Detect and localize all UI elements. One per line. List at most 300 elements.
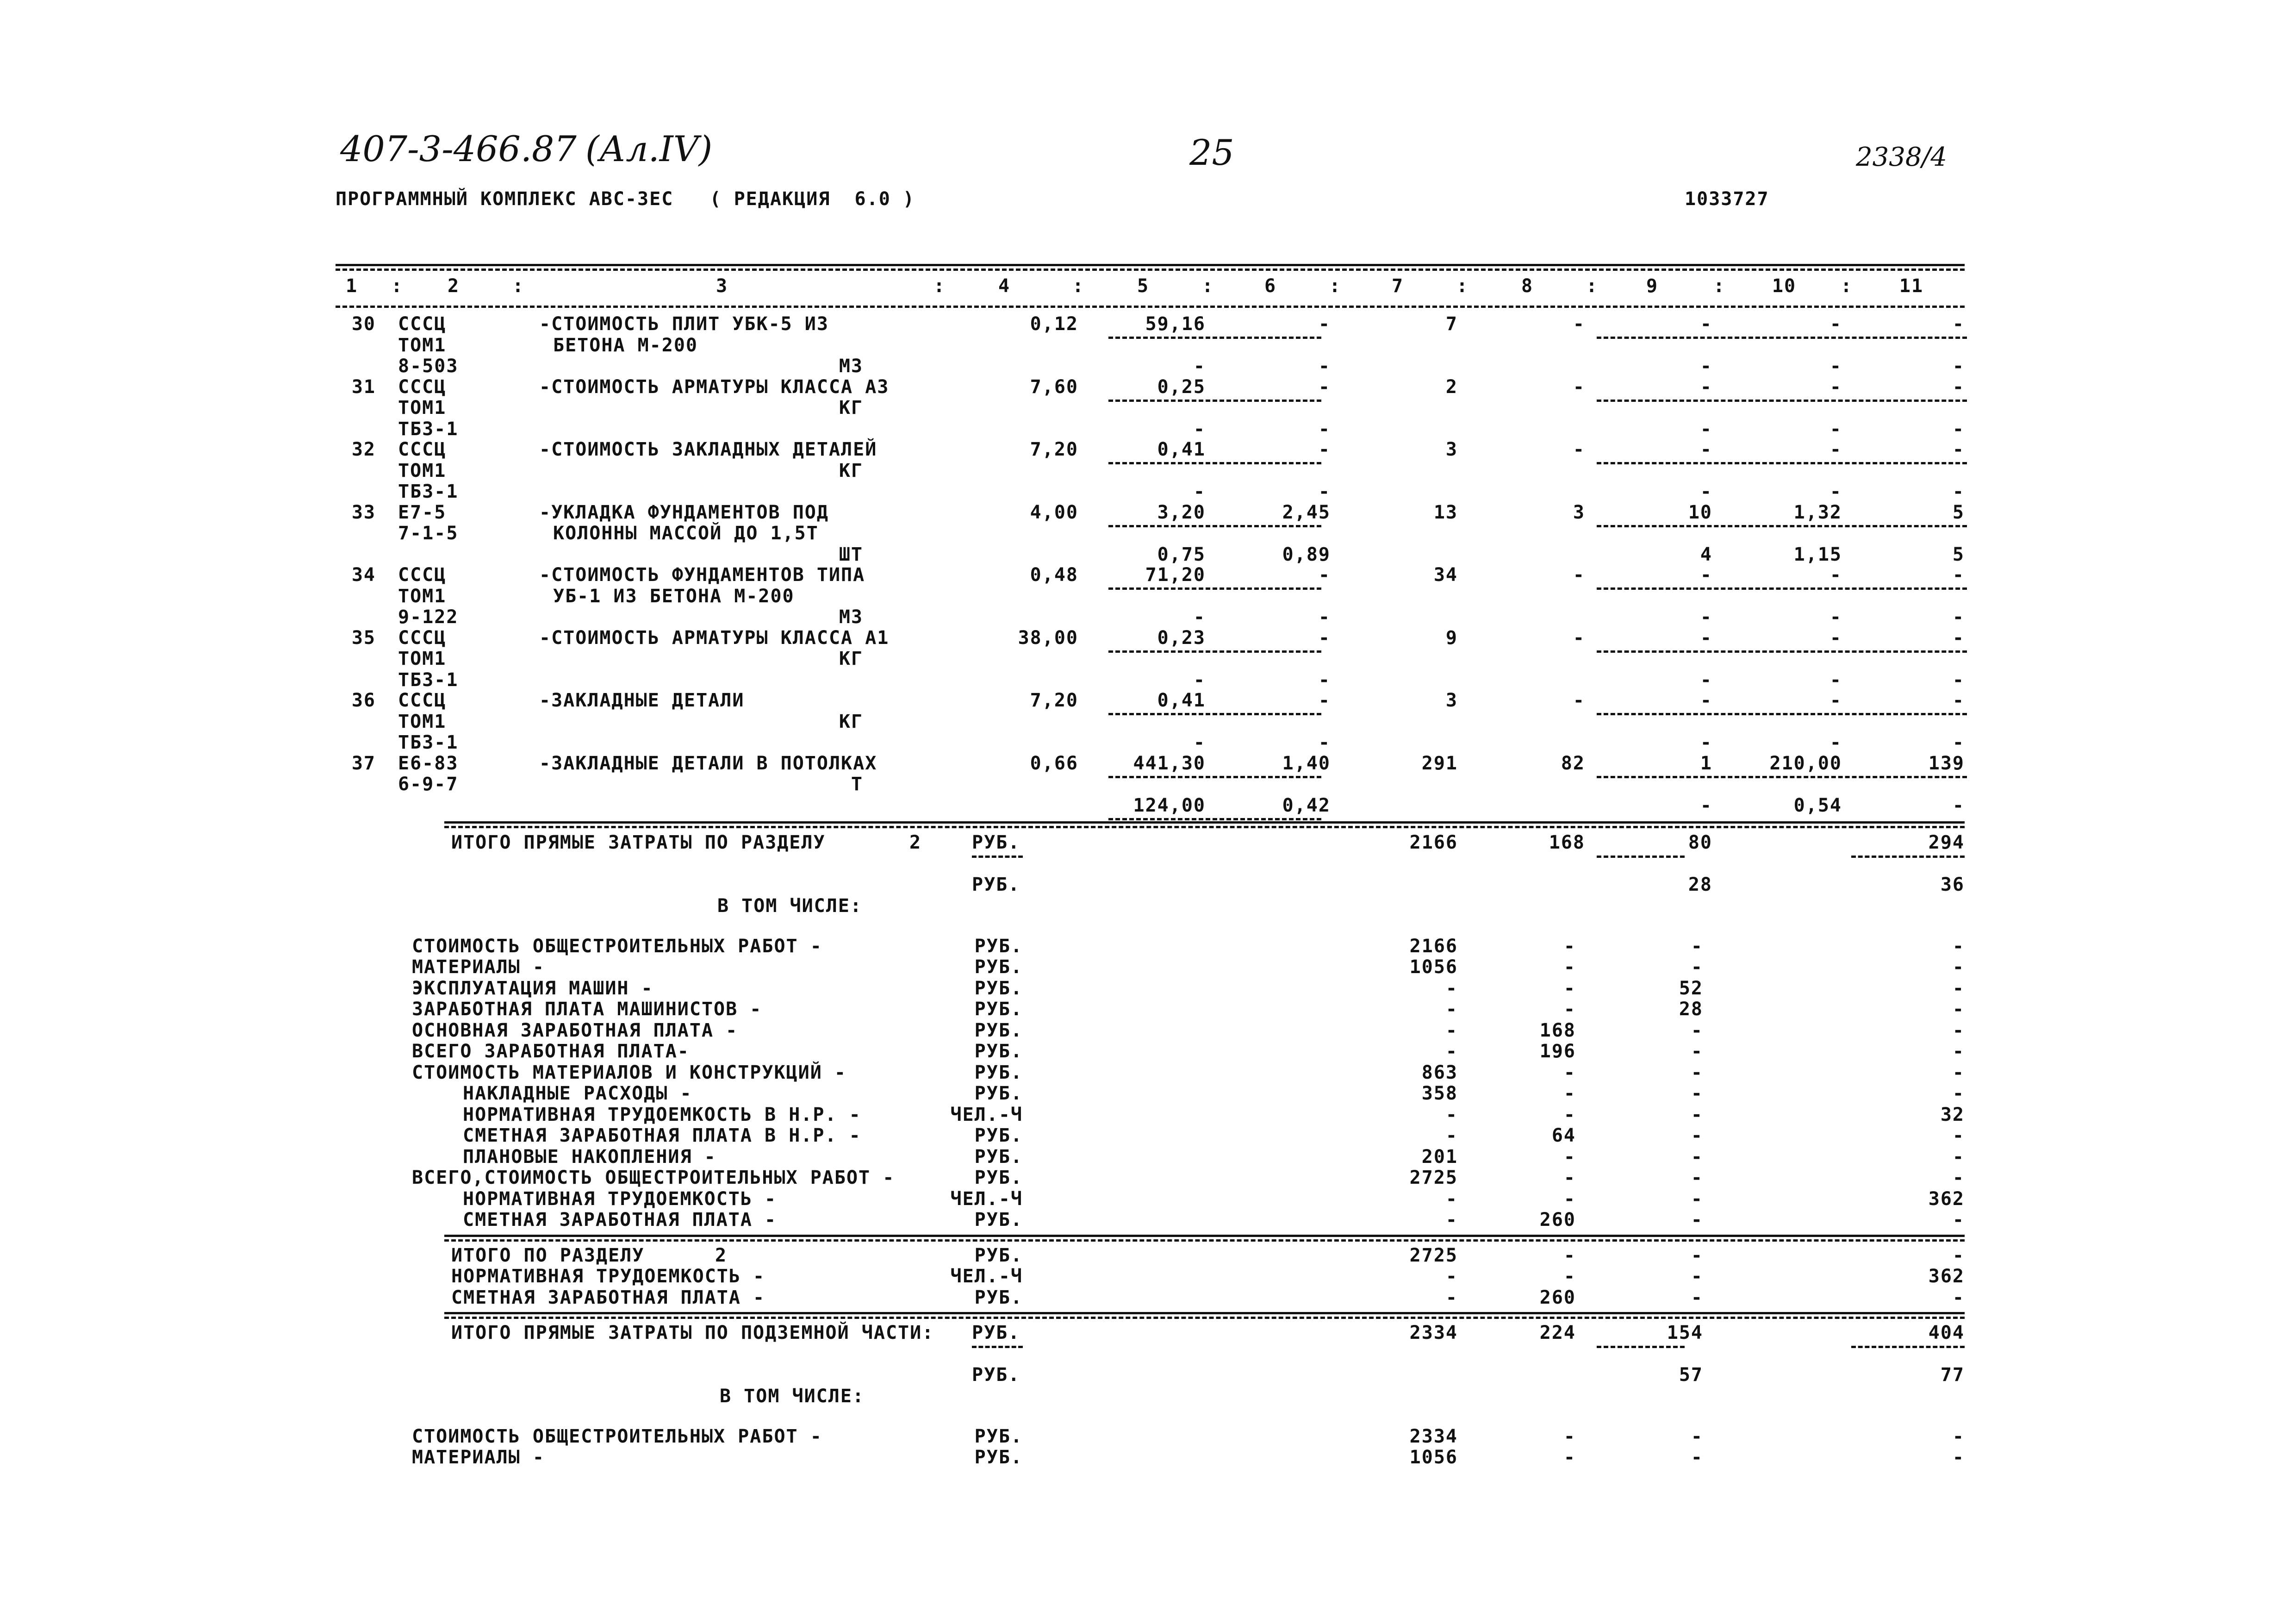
column-separator: : <box>1713 275 1726 297</box>
row-value-col11: - <box>1952 376 1965 398</box>
row-code-line3: ТБ3-1 <box>398 481 459 502</box>
row-unit: КГ <box>839 397 863 418</box>
section-total-row-col9: - <box>1691 1244 1703 1266</box>
breakdown-row-label: ВСЕГО,СТОИМОСТЬ ОБЩЕСТРОИТЕЛЬНЫХ РАБОТ - <box>412 1167 895 1188</box>
breakdown2-row-col11: - <box>1952 1447 1965 1468</box>
section-rule <box>444 1317 1965 1319</box>
row-number: 34 <box>351 564 376 586</box>
header-bottom-rule <box>336 306 1965 308</box>
column-separator: : <box>933 275 946 297</box>
breakdown2-row-col9: - <box>1691 1425 1703 1447</box>
row-value-col4: 0,48 <box>1030 564 1078 586</box>
row-subvalue-col9: - <box>1700 481 1712 502</box>
row-value-col8: 82 <box>1561 752 1585 774</box>
row-unit: КГ <box>839 648 863 669</box>
row-subvalue-col6: - <box>1318 481 1331 502</box>
row-subvalue-col5: 0,75 <box>1157 543 1206 565</box>
row-value-col11: - <box>1952 690 1965 711</box>
row-unit: КГ <box>839 460 863 481</box>
breakdown2-row-unit: РУБ. <box>974 1447 1023 1468</box>
breakdown2-row-col7: 2334 <box>1409 1425 1458 1447</box>
row-code-line3: ТБ3-1 <box>398 669 459 691</box>
column-separator: : <box>1072 275 1085 297</box>
row-value-col6: - <box>1318 376 1331 398</box>
row-value-col6: - <box>1318 564 1331 586</box>
row-subvalue-col11: 5 <box>1952 543 1965 565</box>
column-separator: : <box>1456 275 1469 297</box>
row-description: -СТОИМОСТЬ ЗАКЛАДНЫХ ДЕТАЛЕЙ <box>539 439 877 460</box>
row-description: -СТОИМОСТЬ ПЛИТ УБК-5 ИЗ <box>539 313 829 335</box>
breakdown-row-label: СТОИМОСТЬ МАТЕРИАЛОВ И КОНСТРУКЦИЙ - <box>412 1062 846 1083</box>
breakdown-row-col8: 64 <box>1551 1125 1576 1146</box>
breakdown-row-col11: 362 <box>1928 1188 1965 1210</box>
breakdown-row-label: ЭКСПЛУАТАЦИЯ МАШИН - <box>412 977 653 999</box>
breakdown-row-col7: - <box>1445 1041 1458 1062</box>
value-underline <box>1597 650 1967 653</box>
column-separator: : <box>391 275 404 297</box>
value-underline <box>1851 856 1965 858</box>
album-ref: (Ал.IV) <box>585 128 713 169</box>
row-value-col11: - <box>1952 439 1965 460</box>
breakdown-row-col9: 52 <box>1679 977 1703 999</box>
row-code-line2: ТОМ1 <box>398 585 447 607</box>
breakdown-row-col8: - <box>1563 935 1576 957</box>
column-separator: : <box>1840 275 1853 297</box>
including-label-2: В ТОМ ЧИСЛЕ: <box>720 1385 865 1407</box>
column-header-11: 11 <box>1899 275 1924 297</box>
breakdown2-row-label: СТОИМОСТЬ ОБЩЕСТРОИТЕЛЬНЫХ РАБОТ - <box>412 1425 822 1447</box>
row-number: 31 <box>351 376 376 398</box>
breakdown-row-label: НАКЛАДНЫЕ РАСХОДЫ - <box>463 1083 692 1104</box>
row-subvalue-col6: - <box>1318 732 1331 753</box>
row-number: 30 <box>351 313 376 335</box>
unit-underline <box>972 1346 1023 1348</box>
section-total-unit-2: РУБ. <box>972 874 1020 895</box>
breakdown-row-col8: - <box>1563 1188 1576 1210</box>
row-code: Е6-83 <box>398 752 459 774</box>
column-header-5: 5 <box>1137 275 1150 297</box>
row-value-col9: - <box>1700 439 1712 460</box>
value-underline <box>1108 462 1321 464</box>
underground-total-unit-2: РУБ. <box>972 1364 1020 1386</box>
breakdown-row-col8: - <box>1563 1146 1576 1168</box>
breakdown-row-col11: - <box>1952 999 1965 1020</box>
row-value-col9: - <box>1700 690 1712 711</box>
breakdown-row-col8: - <box>1563 999 1576 1020</box>
column-header-1: 1 <box>345 275 358 297</box>
row-value-col8: - <box>1573 376 1585 398</box>
section-total-row-col8: - <box>1563 1266 1576 1287</box>
row-value-col7: 34 <box>1433 564 1458 586</box>
value-underline <box>1597 337 1967 339</box>
breakdown-row-col11: - <box>1952 977 1965 999</box>
breakdown-row-col9: - <box>1691 1188 1703 1210</box>
section-total-row-unit: РУБ. <box>974 1244 1023 1266</box>
section-total-row-number: 2 <box>715 1244 728 1266</box>
row-value-col6: 1,40 <box>1282 752 1331 774</box>
row-subvalue-col6: 0,42 <box>1282 794 1331 816</box>
breakdown-row-col9: - <box>1691 1209 1703 1230</box>
row-value-col7: 3 <box>1445 690 1458 711</box>
row-value-col7: 3 <box>1445 439 1458 460</box>
row-value-col10: - <box>1829 376 1842 398</box>
breakdown-row-col7: 358 <box>1421 1083 1458 1104</box>
row-value-col6: - <box>1318 627 1331 649</box>
row-value-col6: - <box>1318 439 1331 460</box>
breakdown-row-col8: - <box>1563 1083 1576 1104</box>
column-header-3: 3 <box>716 275 728 297</box>
breakdown-row-label: СТОИМОСТЬ ОБЩЕСТРОИТЕЛЬНЫХ РАБОТ - <box>412 935 822 957</box>
section-total-row-col9: - <box>1691 1287 1703 1308</box>
breakdown-row-col7: 1056 <box>1409 956 1458 978</box>
breakdown-row-unit: РУБ. <box>974 935 1023 957</box>
row-value-col5: 3,20 <box>1157 501 1206 523</box>
row-subvalue-col10: - <box>1829 606 1842 628</box>
value-underline <box>1108 337 1321 339</box>
row-value-col8: - <box>1573 690 1585 711</box>
breakdown-row-col8: - <box>1563 977 1576 999</box>
breakdown-row-unit: РУБ. <box>974 1062 1023 1083</box>
row-value-col4: 7,20 <box>1030 439 1078 460</box>
value-underline <box>1108 400 1321 402</box>
row-number: 33 <box>351 501 376 523</box>
breakdown-row-col11: - <box>1952 1146 1965 1168</box>
unit-underline <box>972 856 1023 858</box>
breakdown-row-col8: 196 <box>1539 1041 1576 1062</box>
section-rule <box>444 1239 1965 1242</box>
row-subvalue-col9: - <box>1700 794 1712 816</box>
section-total-row-col11: 362 <box>1928 1266 1965 1287</box>
row-subvalue-col9: 4 <box>1700 543 1712 565</box>
row-value-col9: - <box>1700 376 1712 398</box>
breakdown-row-col11: 32 <box>1940 1104 1965 1125</box>
breakdown-row-label: ВСЕГО ЗАРАБОТНАЯ ПЛАТА- <box>412 1041 690 1062</box>
row-value-col4: 38,00 <box>1018 627 1078 649</box>
row-value-col10: 210,00 <box>1769 752 1842 774</box>
row-subvalue-col11: - <box>1952 481 1965 502</box>
row-value-col5: 0,23 <box>1157 627 1206 649</box>
row-code-line2: ТОМ1 <box>398 648 447 669</box>
breakdown-row-col9: - <box>1691 1083 1703 1104</box>
breakdown-row-col9: - <box>1691 1125 1703 1146</box>
row-description: -УКЛАДКА ФУНДАМЕНТОВ ПОД <box>539 501 829 523</box>
breakdown-row-col11: - <box>1952 935 1965 957</box>
breakdown2-row-col7: 1056 <box>1409 1447 1458 1468</box>
row-value-col10: - <box>1829 690 1842 711</box>
row-subvalue-col10: - <box>1829 481 1842 502</box>
breakdown2-row-col9: - <box>1691 1447 1703 1468</box>
section-rule <box>444 1235 1965 1237</box>
row-description: -СТОИМОСТЬ АРМАТУРЫ КЛАССА А3 <box>539 376 890 398</box>
section-total-label: ИТОГО ПРЯМЫЕ ЗАТРАТЫ ПО РАЗДЕЛУ <box>451 832 826 853</box>
row-code: Е7-5 <box>398 501 447 523</box>
value-underline <box>1597 400 1967 402</box>
row-value-col7: 13 <box>1433 501 1458 523</box>
section-rule <box>444 1312 1965 1314</box>
table-top-rule-2 <box>336 269 1965 271</box>
breakdown-row-col7: 2166 <box>1409 935 1458 957</box>
section-total-unit: РУБ. <box>972 832 1020 853</box>
doc-code: 407-3-466.87 <box>340 128 577 169</box>
section-total-row-label: НОРМАТИВНАЯ ТРУДОЕМКОСТЬ - <box>451 1266 765 1287</box>
section-total-row-unit: ЧЕЛ.-Ч <box>950 1266 1023 1287</box>
breakdown-row-col9: - <box>1691 935 1703 957</box>
row-subvalue-col6: - <box>1318 606 1331 628</box>
row-value-col11: - <box>1952 564 1965 586</box>
row-code-line3: 8-503 <box>398 356 459 377</box>
row-value-col9: - <box>1700 313 1712 335</box>
row-subvalue-col11: - <box>1952 794 1965 816</box>
row-subvalue-col9: - <box>1700 669 1712 691</box>
row-description: -ЗАКЛАДНЫЕ ДЕТАЛИ В ПОТОЛКАХ <box>539 752 877 774</box>
row-value-col5: 441,30 <box>1133 752 1206 774</box>
value-underline <box>1597 587 1967 590</box>
section-total-col9: 80 <box>1688 832 1712 853</box>
breakdown-row-col9: 28 <box>1679 999 1703 1020</box>
row-code-line3: 9-122 <box>398 606 459 628</box>
breakdown-row-col9: - <box>1691 1062 1703 1083</box>
row-value-col4: 0,66 <box>1030 752 1078 774</box>
row-subvalue-col10: - <box>1829 418 1842 440</box>
breakdown-row-label: СМЕТНАЯ ЗАРАБОТНАЯ ПЛАТА В Н.Р. - <box>463 1125 861 1146</box>
value-underline <box>1597 713 1967 715</box>
value-underline <box>1108 713 1321 715</box>
row-value-col5: 59,16 <box>1145 313 1206 335</box>
breakdown-row-col8: - <box>1563 956 1576 978</box>
row-value-col7: 2 <box>1445 376 1458 398</box>
program-title: ПРОГРАММНЫЙ КОМПЛЕКС АВС-3ЕС ( РЕДАКЦИЯ 6.0 ) <box>336 188 915 210</box>
breakdown-row-unit: РУБ. <box>974 1041 1023 1062</box>
row-value-col11: 5 <box>1952 501 1965 523</box>
row-unit: КГ <box>839 711 863 732</box>
breakdown-row-col11: - <box>1952 1167 1965 1188</box>
row-value-col9: - <box>1700 564 1712 586</box>
section-total-sub-col11: 36 <box>1940 874 1965 895</box>
breakdown-row-col7: - <box>1445 999 1458 1020</box>
column-header-8: 8 <box>1521 275 1534 297</box>
section-total-row-col9: - <box>1691 1266 1703 1287</box>
row-number: 35 <box>351 627 376 649</box>
breakdown-row-col9: - <box>1691 1104 1703 1125</box>
section-total-row-col7: - <box>1445 1287 1458 1308</box>
breakdown-row-label: ОСНОВНАЯ ЗАРАБОТНАЯ ПЛАТА - <box>412 1019 738 1041</box>
row-description: -ЗАКЛАДНЫЕ ДЕТАЛИ <box>539 690 745 711</box>
section-total-col8: 168 <box>1549 832 1585 853</box>
breakdown-row-label: СМЕТНАЯ ЗАРАБОТНАЯ ПЛАТА - <box>463 1209 777 1230</box>
row-code-line2: ТОМ1 <box>398 397 447 418</box>
value-underline <box>1108 587 1321 590</box>
row-value-col11: - <box>1952 313 1965 335</box>
row-subvalue-col6: - <box>1318 669 1331 691</box>
row-code: СССЦ <box>398 627 447 649</box>
row-subvalue-col9: - <box>1700 356 1712 377</box>
breakdown-row-col9: - <box>1691 1146 1703 1168</box>
row-subvalue-col9: - <box>1700 732 1712 753</box>
breakdown2-row-label: МАТЕРИАЛЫ - <box>412 1447 545 1468</box>
value-underline <box>1597 462 1967 464</box>
breakdown-row-unit: РУБ. <box>974 1125 1023 1146</box>
section-total-row-unit: РУБ. <box>974 1287 1023 1308</box>
row-value-col10: - <box>1829 564 1842 586</box>
breakdown-row-col9: - <box>1691 1167 1703 1188</box>
breakdown-row-col8: - <box>1563 1062 1576 1083</box>
row-code-line2: ТОМ1 <box>398 460 447 481</box>
row-value-col6: - <box>1318 313 1331 335</box>
section-rule <box>444 821 1965 824</box>
section-total-row-col11: - <box>1952 1287 1965 1308</box>
breakdown-row-col8: 260 <box>1539 1209 1576 1230</box>
row-subvalue-col9: - <box>1700 606 1712 628</box>
underground-total-col11: 404 <box>1928 1322 1965 1343</box>
row-subvalue-col5: - <box>1193 606 1206 628</box>
section-total-row-label: ИТОГО ПО РАЗДЕЛУ <box>451 1244 645 1266</box>
breakdown-row-col7: - <box>1445 1019 1458 1041</box>
column-header-2: 2 <box>447 275 460 297</box>
breakdown2-row-col11: - <box>1952 1425 1965 1447</box>
row-value-col4: 0,12 <box>1030 313 1078 335</box>
breakdown2-row-col8: - <box>1563 1447 1576 1468</box>
value-underline <box>1597 1346 1685 1348</box>
breakdown-row-unit: РУБ. <box>974 1083 1023 1104</box>
breakdown-row-col7: 201 <box>1421 1146 1458 1168</box>
breakdown-row-col7: 2725 <box>1409 1167 1458 1188</box>
breakdown-row-col7: - <box>1445 1209 1458 1230</box>
column-header-7: 7 <box>1391 275 1404 297</box>
row-code: СССЦ <box>398 564 447 586</box>
doc-number: 1033727 <box>1685 188 1769 210</box>
row-value-col9: - <box>1700 627 1712 649</box>
row-subvalue-col5: - <box>1193 356 1206 377</box>
breakdown-row-col8: - <box>1563 1167 1576 1188</box>
row-number: 32 <box>351 439 376 460</box>
row-description: -СТОИМОСТЬ ФУНДАМЕНТОВ ТИПА <box>539 564 865 586</box>
section-total-row-col11: - <box>1952 1244 1965 1266</box>
breakdown-row-unit: ЧЕЛ.-Ч <box>950 1188 1023 1210</box>
breakdown-row-unit: РУБ. <box>974 999 1023 1020</box>
breakdown-row-label: МАТЕРИАЛЫ - <box>412 956 545 978</box>
breakdown-row-col7: - <box>1445 977 1458 999</box>
column-separator: : <box>1586 275 1599 297</box>
row-value-col4: 7,20 <box>1030 690 1078 711</box>
row-code: СССЦ <box>398 439 447 460</box>
row-code-line2: ТОМ1 <box>398 711 447 732</box>
row-subvalue-col5: - <box>1193 669 1206 691</box>
row-unit: М3 <box>839 606 863 628</box>
breakdown-row-col11: - <box>1952 1209 1965 1230</box>
breakdown2-row-unit: РУБ. <box>974 1425 1023 1447</box>
breakdown-row-label: ПЛАНОВЫЕ НАКОПЛЕНИЯ - <box>463 1146 716 1168</box>
row-value-col8: 3 <box>1573 501 1585 523</box>
row-subvalue-col5: - <box>1193 481 1206 502</box>
row-subvalue-col10: - <box>1829 669 1842 691</box>
section-total-row-label: СМЕТНАЯ ЗАРАБОТНАЯ ПЛАТА - <box>451 1287 765 1308</box>
value-underline <box>1597 856 1685 858</box>
column-header-10: 10 <box>1772 275 1797 297</box>
row-code: СССЦ <box>398 690 447 711</box>
breakdown-row-unit: РУБ. <box>974 956 1023 978</box>
underground-total-sub-col9: 57 <box>1679 1364 1703 1386</box>
section-total-col7: 2166 <box>1409 832 1458 853</box>
row-value-col5: 71,20 <box>1145 564 1206 586</box>
row-value-col4: 7,60 <box>1030 376 1078 398</box>
row-value-col8: - <box>1573 313 1585 335</box>
row-subvalue-col10: 1,15 <box>1793 543 1842 565</box>
breakdown-row-unit: ЧЕЛ.-Ч <box>950 1104 1023 1125</box>
breakdown-row-col7: 863 <box>1421 1062 1458 1083</box>
breakdown-row-unit: РУБ. <box>974 1019 1023 1041</box>
breakdown-row-label: ЗАРАБОТНАЯ ПЛАТА МАШИНИСТОВ - <box>412 999 762 1020</box>
row-description: -СТОИМОСТЬ АРМАТУРЫ КЛАССА А1 <box>539 627 890 649</box>
underground-total-sub-col11: 77 <box>1940 1364 1965 1386</box>
row-subvalue-col5: - <box>1193 418 1206 440</box>
underground-total-col8: 224 <box>1539 1322 1576 1343</box>
row-subvalue-col6: - <box>1318 418 1331 440</box>
underground-total-label: ИТОГО ПРЯМЫЕ ЗАТРАТЫ ПО ПОДЗЕМНОЙ ЧАСТИ: <box>451 1322 934 1343</box>
value-underline <box>1597 525 1967 527</box>
row-value-col6: - <box>1318 690 1331 711</box>
breakdown-row-col11: - <box>1952 1019 1965 1041</box>
breakdown-row-unit: РУБ. <box>974 1167 1023 1188</box>
section-rule <box>444 826 1965 828</box>
section-total-number: 2 <box>909 832 922 853</box>
row-value-col7: 291 <box>1421 752 1458 774</box>
row-subvalue-col10: - <box>1829 356 1842 377</box>
row-subvalue-col11: - <box>1952 732 1965 753</box>
row-number: 36 <box>351 690 376 711</box>
row-value-col8: - <box>1573 564 1585 586</box>
row-subvalue-col11: - <box>1952 669 1965 691</box>
section-total-row-col7: 2725 <box>1409 1244 1458 1266</box>
including-label: В ТОМ ЧИСЛЕ: <box>717 895 862 917</box>
breakdown-row-col9: - <box>1691 1019 1703 1041</box>
row-value-col7: 9 <box>1445 627 1458 649</box>
section-total-col11: 294 <box>1928 832 1965 853</box>
breakdown-row-col7: - <box>1445 1188 1458 1210</box>
row-value-col9: 1 <box>1700 752 1712 774</box>
breakdown-row-col11: - <box>1952 1062 1965 1083</box>
row-value-col10: - <box>1829 439 1842 460</box>
row-value-col11: - <box>1952 627 1965 649</box>
value-underline <box>1108 818 1321 820</box>
value-underline <box>1108 650 1321 653</box>
underground-total-col9: 154 <box>1667 1322 1703 1343</box>
breakdown-row-col11: - <box>1952 1083 1965 1104</box>
row-code-line3: ТБ3-1 <box>398 418 459 440</box>
breakdown-row-label: НОРМАТИВНАЯ ТРУДОЕМКОСТЬ В Н.Р. - <box>463 1104 861 1125</box>
breakdown-row-col11: - <box>1952 1041 1965 1062</box>
row-subvalue-col9: - <box>1700 418 1712 440</box>
row-subvalue-col10: 0,54 <box>1793 794 1842 816</box>
value-underline <box>1108 525 1321 527</box>
value-underline <box>1851 1346 1965 1348</box>
row-description-line2: УБ-1 ИЗ БЕТОНА М-200 <box>553 585 795 607</box>
row-value-col10: 1,32 <box>1793 501 1842 523</box>
breakdown-row-col8: - <box>1563 1104 1576 1125</box>
row-subvalue-col6: - <box>1318 356 1331 377</box>
row-unit: М3 <box>839 356 863 377</box>
row-code: СССЦ <box>398 313 447 335</box>
row-unit: ШТ <box>839 543 863 565</box>
breakdown-row-col8: 168 <box>1539 1019 1576 1041</box>
row-subvalue-col11: - <box>1952 418 1965 440</box>
row-value-col8: - <box>1573 439 1585 460</box>
table-top-rule <box>336 264 1965 266</box>
value-underline <box>1108 776 1321 778</box>
row-value-col7: 7 <box>1445 313 1458 335</box>
row-value-col5: 0,25 <box>1157 376 1206 398</box>
section-total-row-col7: - <box>1445 1266 1458 1287</box>
row-subvalue-col11: - <box>1952 356 1965 377</box>
